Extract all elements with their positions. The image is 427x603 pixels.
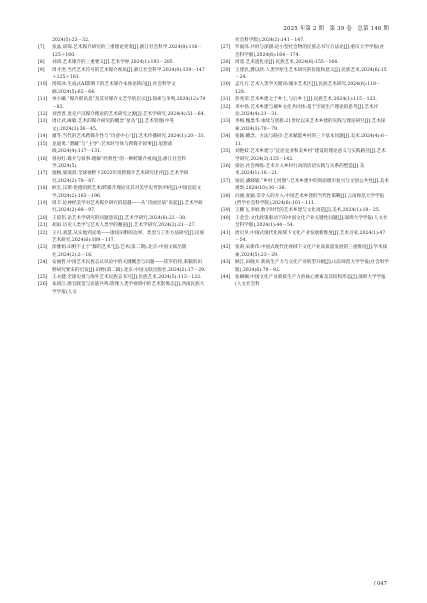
- reference-text: 唐贝贝.中国式现代化视域下文化产业发展新维度[J].艺术百家,2024(1):47－54.: [235, 230, 386, 243]
- journal-issue-header: 2025 年第 2 期 第 39 卷 总第 146 期: [283, 26, 389, 32]
- reference-number: [33]: [221, 119, 231, 125]
- reference-text: 施畅,梁凌晨.全球视野下2023年度跨媒介艺术研究述评[J].艺术学研究,2024(2):78－87.: [52, 171, 189, 184]
- reference-text: 王金会.文化政策驱动下的中国文化产业关键性问题[J].深圳大学学报(人文社会科学版),2024(1):44－54.: [235, 215, 388, 229]
- reference-number: [20]: [38, 215, 48, 221]
- reference-number: [18]: [38, 186, 48, 192]
- reference-number: [23]: [38, 245, 48, 251]
- reference-entry: [221, 118, 389, 133]
- reference-text: 朱靖江.感官联觉与民族共鸣:影像人类学视域中的艺术影像志[J].西南民族大学学报(人文: [52, 282, 205, 295]
- reference-entry: [221, 148, 389, 163]
- reference-text: 廖冬.当代的艺术跨媒介性与“诗意中心”[J].艺术传播研究,2024(1):20－31.: [52, 134, 206, 140]
- reference-number: [9]: [38, 67, 45, 73]
- reference-entry: [38, 141, 206, 156]
- reference-entry: [38, 274, 206, 281]
- reference-text: 王可,刘慧.从实地到灵境——康纽田野的边界、类型与工作方法研究[J].民族艺术研究,2024(6):109－117.: [52, 230, 205, 243]
- reference-number: [31]: [221, 97, 231, 103]
- reference-entry: [221, 178, 389, 193]
- reference-text: 张晶,胡琛.艺术媒介研究的三重理论变奏[J].浙江社会科学,2024(9):116－125＋160.: [52, 45, 203, 58]
- reference-entry: [221, 67, 389, 82]
- reference-number: [19]: [38, 200, 48, 206]
- reference-number: [8]: [38, 60, 45, 66]
- reference-entry: [38, 67, 206, 82]
- reference-entry: [38, 215, 206, 222]
- reference-text: 周遥.艺术遗化论[J].民族艺术,2024(6):155－164.: [235, 60, 339, 66]
- reference-entry: [38, 118, 206, 133]
- reference-number: [32]: [221, 104, 231, 110]
- reference-number: [43]: [221, 260, 231, 266]
- reference-text: 顾江,田晓兵.新质生产力与文化产业转型升级[J].山东师范大学学报(社会科学版),2024(6):79－92.: [235, 260, 390, 273]
- reference-number: [29]: [221, 67, 231, 73]
- reference-text: 周计武,麻敏.艺术的媒介研究的概念“星丛”[J].艺术管理(中英文),2024(3):36－45.: [52, 119, 174, 132]
- reference-entry: [38, 111, 206, 118]
- reference-entry: [38, 259, 206, 274]
- references-right-column: [221, 37, 389, 289]
- reference-text: 安丽哲.中国艺术民族志认识论中的关键概念与问题——读罗伯特,莱顿的田野研究要来的启发[J].田野(第二辑),北京:中国文联出版社,2024(2):17－29.: [52, 260, 206, 273]
- reference-text: 刘鸿.艺术媒介的三重要义[J].艺术学界,2024(1):193－205.: [52, 60, 175, 66]
- reference-entry: [221, 163, 389, 178]
- reference-text: 王琼侣.论艺术学研究的问题意识[J].艺术学研究,2024(6):22－30.: [52, 215, 187, 221]
- reference-number: [17]: [38, 171, 48, 177]
- reference-number: [13]: [38, 119, 48, 125]
- reference-entry: [38, 170, 206, 185]
- reference-continuation: 2024(5):23－32.: [52, 38, 90, 43]
- reference-text: 张莉,宋新伟.中国式现代化视域下文化产业高质量发展的三重维度[J].学术探索,2024(5):23－29.: [235, 245, 388, 258]
- reference-number: [44]: [221, 275, 231, 280]
- reference-entry: [221, 133, 389, 148]
- reference-text: 张颖.概念、方法与路径:艺术赋能乡村的三个基本问题[J].美术,2024(4):6－11.: [235, 134, 389, 147]
- reference-entry: [38, 230, 206, 245]
- reference-text: 胡雨.历史人类学与艺术人类学的邂逅[J].艺术学研究,2024(2):21－27.: [52, 223, 196, 229]
- reference-number: [39]: [221, 208, 231, 214]
- reference-entry: [38, 59, 206, 66]
- reference-number: [16]: [38, 156, 48, 162]
- reference-number: [7]: [38, 45, 45, 51]
- reference-entry: [38, 281, 206, 296]
- reference-number: [27]: [221, 45, 231, 51]
- reference-text: 张娴娴.中国文化产业新质生产力的核心要素及其结构形态[J].深圳大学学报(人文社会科: [235, 275, 386, 288]
- reference-text: 王鹏飞,李炳.数字时代的艺术乡建与文化再造[J].美术,2024(1):18－25.: [235, 208, 381, 214]
- references-left-column: [38, 37, 206, 296]
- reference-number: [21]: [38, 223, 48, 229]
- reference-number: [10]: [38, 82, 48, 88]
- reference-entry: [221, 104, 389, 119]
- reference-entry: [221, 193, 389, 208]
- reference-text: 孟凡行.艺术人类学关键词:城市艺术区[J].民族艺术研究,2024(6):118－128.: [235, 82, 381, 95]
- reference-number: [30]: [221, 82, 231, 88]
- reference-number: [40]: [221, 215, 231, 221]
- reference-text: 彭兆荣.艺术乡建之于乡土,与后乡土[J].民族艺术,2024(1):115－123.: [235, 97, 377, 103]
- reference-number: [25]: [38, 275, 48, 280]
- reference-text: 汤筠冰.生成式AI影响下的艺术媒介本体论转向[J].社会科学文摘,2024(5):62－64.: [52, 82, 176, 95]
- reference-entry: [221, 230, 389, 245]
- reference-entry: [38, 81, 206, 96]
- reference-entry: [221, 44, 389, 59]
- reference-number: [24]: [38, 260, 48, 266]
- reference-text: 罗福泽.共时与深描:论小型社会物的民族志书写方法论[J].重庆大学学报(社会科学版),2024(6):164－174.: [235, 45, 385, 58]
- reference-number: [12]: [38, 112, 48, 118]
- reference-number: [36]: [221, 163, 231, 169]
- reference-text: 刘晋晋.麦克卢汉媒介理论的艺术研究之源[J].艺术学研究,2024(4):51－64.: [52, 112, 205, 118]
- reference-number: [28]: [221, 60, 231, 66]
- reference-entry: [38, 185, 206, 200]
- reference-entry: [38, 200, 206, 215]
- reference-text: 曾再红.媒介与叙事:理解“经典性”的一种跨媒介视角[J].浙江社会科学,2024(5).: [52, 156, 187, 169]
- reference-number: [42]: [221, 245, 231, 251]
- reference-text: 李中扬.艺术乡建与城乡文化共同体:基于空间生产理论的思考[J].艺术评论,2024(4):21－31.: [235, 104, 379, 118]
- reference-number: [35]: [221, 149, 231, 155]
- reference-entry: [38, 133, 206, 140]
- reference-number: [15]: [38, 141, 48, 147]
- reference-text: 王永健.全球史视与海外艺术民族志书写[J].民族艺术,2024(5):113－122.: [52, 275, 202, 280]
- reference-text: 欧宏.汉斯·伦德的跨艺术/跨媒介理论及其对美学史考察评析[J].中国比较文学,2024(2):183－196.: [52, 186, 202, 199]
- reference-text: 梁岩,潘晓敏.“乡村上河图”:艺术乡建中的周庙墩市复兴与文创公共性[J].美术观察,2024(10):30－38.: [235, 178, 389, 192]
- reference-entry: [221, 244, 389, 259]
- reference-text: 王建民,爵以欣.人类学原生艺术研究的价值和意义[J].民族艺术,2024(6):15－24.: [235, 67, 387, 81]
- reference-text: 周才庶.当代艺术符号的艺术媒介视角[J].浙江社会科学,2024(9):139－147＋125＋161.: [52, 67, 205, 81]
- reference-entry: [221, 81, 389, 96]
- reference-text: 梁岩.社会辩练:艺术介入乡村行动的话语实践与关系的塑造[J].美术,2024(1):16－21.: [235, 163, 365, 177]
- reference-text: 徐雅娟.田野不止于“脚的艺术”[J].艺术(第二期),北京:中国文联出版社,2024(2):2－16.: [52, 245, 187, 258]
- reference-number: [41]: [221, 230, 231, 236]
- reference-number: [34]: [221, 134, 231, 140]
- reference-number: [37]: [221, 178, 231, 184]
- reference-text: 向丽,张颖.非介入的介入:中国艺术乡建的当代性策略[J].云南师范大学学报(哲学社会科学版),2024(6):101－111.: [235, 193, 385, 206]
- reference-number: [14]: [38, 134, 48, 140]
- reference-entry: [221, 59, 389, 66]
- reference-entry: [221, 274, 389, 289]
- reference-text: 周丰.论神经美学对艺术媒介研究的超越——从“诗画异质”说起[J].艺术学研究,2024(2):88－97.: [52, 200, 203, 214]
- reference-entry: [221, 207, 389, 214]
- reference-entry: [221, 215, 389, 230]
- reference-entry: [38, 96, 206, 111]
- reference-entry: [221, 96, 389, 103]
- reference-text: 李梅,槐墨华.承续与创新:21世纪以来艺术乡建的实践与理论研究[J].艺术探索,2024(3):70－79.: [235, 119, 386, 132]
- reference-continuation: 社会科学版),2024(2):141－147.: [235, 38, 305, 43]
- reference-text: 刘艳姣.艺术乡建与“宜居宜业和美乡村”建设的理论意义与实践路径[J].艺术学研究,2024(3):135－142.: [235, 149, 386, 162]
- reference-text: 单小曦.“媒介即讯息”及其对媒介文艺学的启示[J].探索与争鸣,2024(12):79－83.: [52, 97, 206, 110]
- reference-number: [22]: [38, 230, 48, 236]
- reference-text: 龙迪勇.“潜藏”与“主导”:艺术时空体与跨媒介叙事[J].思想战线,2024(4):117－131.: [52, 141, 173, 155]
- reference-number: [26]: [38, 282, 48, 288]
- reference-entry: [38, 44, 206, 59]
- page-number: / 047: [373, 581, 387, 587]
- reference-entry: [38, 244, 206, 259]
- reference-entry: [38, 222, 206, 229]
- reference-entry: [38, 156, 206, 171]
- reference-entry: [221, 259, 389, 274]
- reference-number: [11]: [38, 97, 48, 103]
- reference-number: [38]: [221, 193, 231, 199]
